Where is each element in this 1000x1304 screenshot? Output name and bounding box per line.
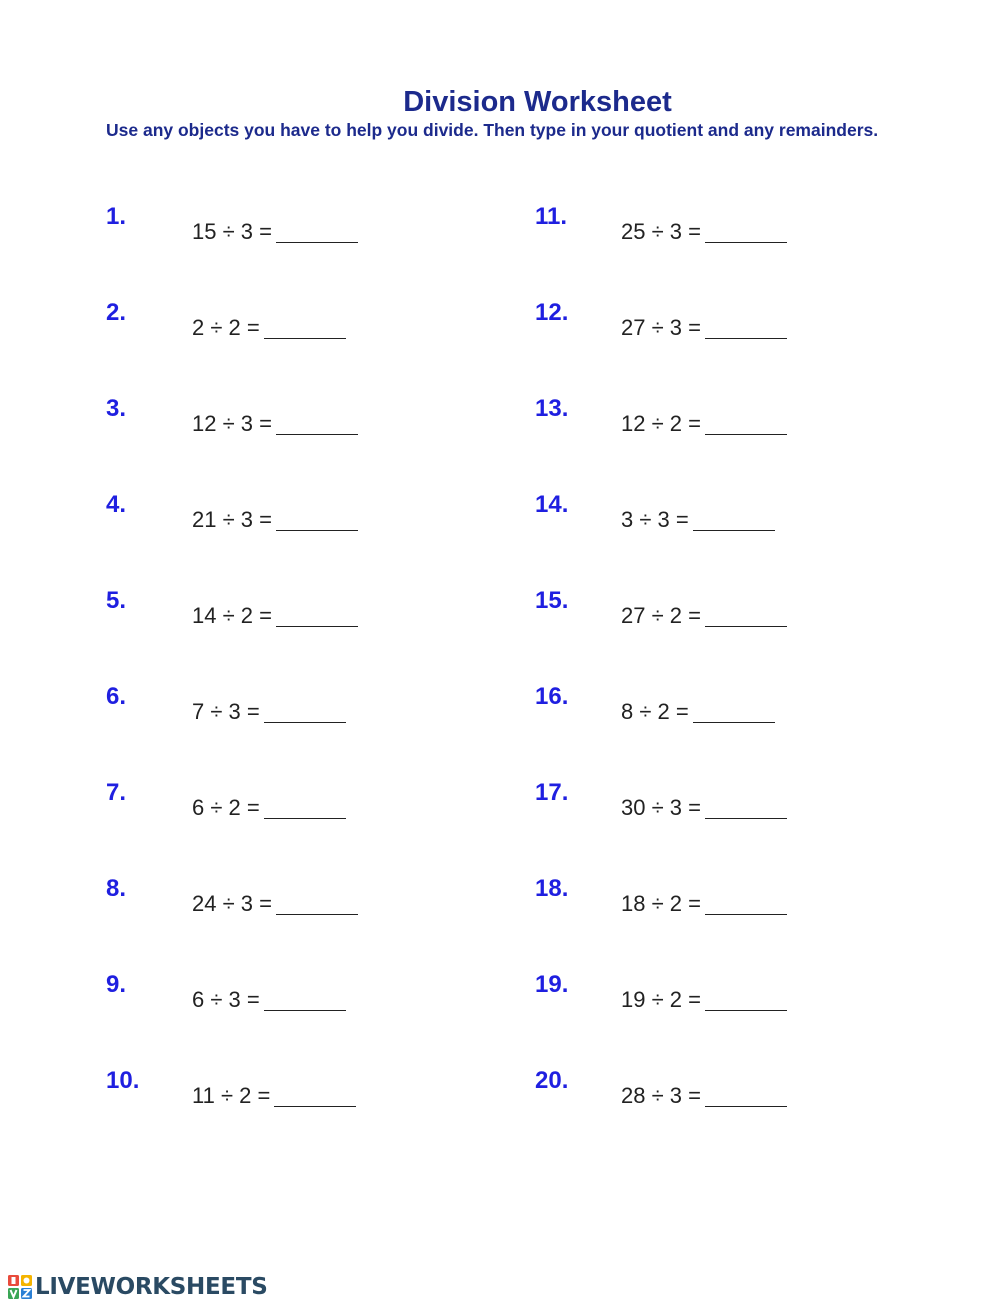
worksheet-instructions: Use any objects you have to help you divide. Then type in your quotient and any remainders. — [106, 120, 879, 140]
problem-item — [106, 299, 466, 359]
problem-expression: 6 ÷ 2 = — [192, 795, 346, 821]
problem-item — [106, 779, 466, 839]
answer-blank[interactable] — [276, 510, 358, 531]
problem-item — [535, 299, 895, 359]
answer-blank[interactable] — [264, 990, 346, 1011]
logo-text: LIVEWORKSHEETS — [35, 1274, 268, 1300]
answer-blank[interactable] — [274, 1086, 356, 1107]
problem-expression: 25 ÷ 3 = — [621, 219, 787, 245]
problem-expression: 27 ÷ 3 = — [621, 315, 787, 341]
problem-item — [535, 1067, 895, 1127]
problem-number: 19. — [535, 971, 569, 998]
problem-item — [535, 683, 895, 743]
problem-expression: 19 ÷ 2 = — [621, 987, 787, 1013]
problem-expression: 7 ÷ 3 = — [192, 699, 346, 725]
answer-blank[interactable] — [705, 318, 787, 339]
problem-number: 20. — [535, 1067, 569, 1094]
problem-number: 2. — [106, 299, 127, 326]
problem-expression: 18 ÷ 2 = — [621, 891, 787, 917]
answer-blank[interactable] — [276, 414, 358, 435]
problem-number: 9. — [106, 971, 127, 998]
problem-expression: 6 ÷ 3 = — [192, 987, 346, 1013]
answer-blank[interactable] — [705, 414, 787, 435]
problem-item — [535, 971, 895, 1031]
problem-item — [535, 779, 895, 839]
problem-item — [535, 395, 895, 455]
liveworksheets-logo — [8, 1273, 267, 1301]
problem-expression: 12 ÷ 2 = — [621, 411, 787, 437]
problem-item — [535, 491, 895, 551]
answer-blank[interactable] — [276, 222, 358, 243]
answer-blank[interactable] — [264, 318, 346, 339]
problem-number: 8. — [106, 875, 127, 902]
problem-item — [106, 395, 466, 455]
problem-number: 13. — [535, 395, 569, 422]
problem-number: 12. — [535, 299, 569, 326]
problem-number: 5. — [106, 587, 127, 614]
problem-item — [106, 587, 466, 647]
problem-number: 6. — [106, 683, 127, 710]
problem-expression: 3 ÷ 3 = — [621, 507, 775, 533]
answer-blank[interactable] — [276, 606, 358, 627]
problem-number: 14. — [535, 491, 569, 518]
problem-number: 11. — [535, 203, 568, 230]
problem-number: 7. — [106, 779, 127, 806]
answer-blank[interactable] — [705, 222, 787, 243]
problem-item — [535, 875, 895, 935]
problem-number: 4. — [106, 491, 127, 518]
problem-item — [106, 875, 466, 935]
problem-item — [535, 587, 895, 647]
problem-expression: 30 ÷ 3 = — [621, 795, 787, 821]
problem-item — [106, 1067, 466, 1127]
answer-blank[interactable] — [264, 798, 346, 819]
answer-blank[interactable] — [705, 798, 787, 819]
problem-number: 17. — [535, 779, 569, 806]
answer-blank[interactable] — [705, 1086, 787, 1107]
problem-expression: 8 ÷ 2 = — [621, 699, 775, 725]
answer-blank[interactable] — [276, 894, 358, 915]
problem-expression: 15 ÷ 3 = — [192, 219, 358, 245]
problem-number: 10. — [106, 1067, 140, 1094]
answer-blank[interactable] — [693, 702, 775, 723]
worksheet-title: Division Worksheet — [403, 86, 672, 118]
answer-blank[interactable] — [693, 510, 775, 531]
problem-item — [106, 491, 466, 551]
problem-number: 18. — [535, 875, 569, 902]
problem-expression: 28 ÷ 3 = — [621, 1083, 787, 1109]
problem-item — [106, 203, 466, 263]
answer-blank[interactable] — [705, 606, 787, 627]
problem-number: 1. — [106, 203, 127, 230]
problem-expression: 14 ÷ 2 = — [192, 603, 358, 629]
problem-expression: 12 ÷ 3 = — [192, 411, 358, 437]
answer-blank[interactable] — [264, 702, 346, 723]
problem-item — [106, 971, 466, 1031]
liveworksheets-logo-icon — [8, 1275, 32, 1299]
problem-number: 3. — [106, 395, 127, 422]
problem-expression: 21 ÷ 3 = — [192, 507, 358, 533]
problem-number: 16. — [535, 683, 569, 710]
problem-expression: 27 ÷ 2 = — [621, 603, 787, 629]
answer-blank[interactable] — [705, 990, 787, 1011]
problem-expression: 24 ÷ 3 = — [192, 891, 358, 917]
problem-expression: 2 ÷ 2 = — [192, 315, 346, 341]
problem-expression: 11 ÷ 2 = — [192, 1083, 356, 1109]
answer-blank[interactable] — [705, 894, 787, 915]
problem-number: 15. — [535, 587, 569, 614]
problem-item — [535, 203, 895, 263]
problem-item — [106, 683, 466, 743]
